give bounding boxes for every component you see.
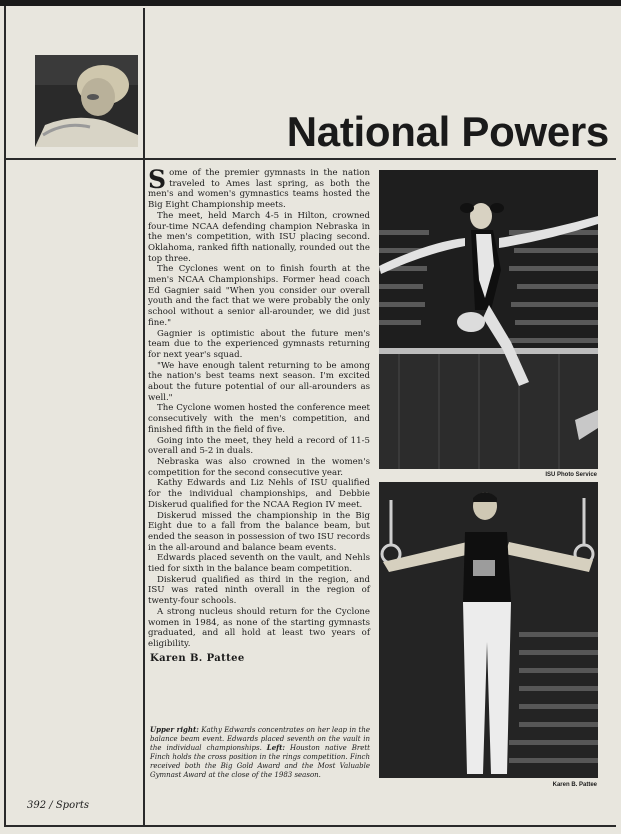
article-paragraph: Diskerud missed the championship in the Big Eight due to a fall from the balance beam, but ended the season in possession of two ISU records in the all-around and balance beam events. (148, 510, 370, 553)
column-divider (143, 8, 145, 826)
page-number: 392 (27, 800, 47, 811)
article-paragraph: A strong nucleus should return for the Cyclone women in 1984, as none of the starting gymnasts graduated, and all hold at least two years of eligibility. (148, 606, 370, 649)
article-paragraph: Diskerud qualified as third in the region, and ISU was rated ninth overall in the region of twenty-four schools. (148, 574, 370, 607)
page-folio: 392 / Sports (27, 800, 90, 811)
left-border (4, 6, 6, 826)
photo-credit: Karen B. Pattee (552, 782, 597, 788)
caption-lead: Upper right: (150, 725, 199, 734)
article-paragraph: The meet, held March 4-5 in Hilton, crowned four-time NCAA defending champion Nebraska in the men's competition, with ISU placing second. Oklahoma, ranked fifth nationally, rounded out the top three. (148, 210, 370, 264)
article-paragraph: The Cyclones went on to finish fourth at the men's NCAA Championships. Former head coach Ed Gagnier said "When you consider our overall youth and the fact that we were probably the only school without a senior all-arounder, we did just fine." (148, 264, 370, 328)
gymnast-portrait-photo (35, 55, 138, 147)
photo-caption: Upper right: Kathy Edwards concentrates on her leap in the balance beam event. Edwards placed seventh on the vault in the individual championships. Left: Houston native Brett Finch holds the cross position in the rings competition. Finch received both the Big Gold Award and the Most Valuable Gymnast Award at the close of the 1983 season. (150, 725, 371, 779)
section-name: Sports (55, 800, 90, 811)
article-paragraph: Kathy Edwards and Liz Nehls of ISU qualified for the individual championships, and Debbie Diskerud qualified for the NCAA Region IV meet. (148, 478, 370, 510)
article-body (148, 165, 370, 650)
article-paragraph: Nebraska was also crowned in the women's competition for the second consecutive year. (148, 456, 370, 478)
article-paragraph: The Cyclone women hosted the conference meet consecutively with the men's competition, and finished fifth in the field of five. (148, 403, 370, 435)
rings-gymnast-photo (379, 482, 598, 778)
drop-cap: S (148, 165, 167, 194)
article-paragraph: Some of the premier gymnasts in the nation traveled to Ames last spring, as both the men's and women's gymnastics teams hosted the Big Eight Championship meets. (148, 165, 370, 211)
photo-credit: ISU Photo Service (545, 472, 597, 478)
page-title: National Powers (286, 108, 609, 155)
article-paragraph: "We have enough talent returning to be among the nation's best teams next season. I'm excited about the future potential of our all-arounders as well." (148, 360, 370, 403)
article-paragraph: Going into the meet, they held a record of 11-5 overall and 5-2 in duals. (148, 435, 370, 457)
header-rule (4, 158, 616, 160)
top-border (0, 0, 621, 6)
article-paragraph: Edwards placed seventh on the vault, and Nehls tied for sixth in the balance beam competition. (148, 553, 370, 575)
caption-lead: Left: (266, 742, 285, 752)
byline: Karen B. Pattee (150, 653, 245, 664)
article-paragraph: Gagnier is optimistic about the future men's team due to the experienced gymnasts returning for next year's squad. (148, 328, 370, 360)
bottom-border (4, 825, 616, 827)
balance-beam-gymnast-photo (379, 170, 598, 469)
